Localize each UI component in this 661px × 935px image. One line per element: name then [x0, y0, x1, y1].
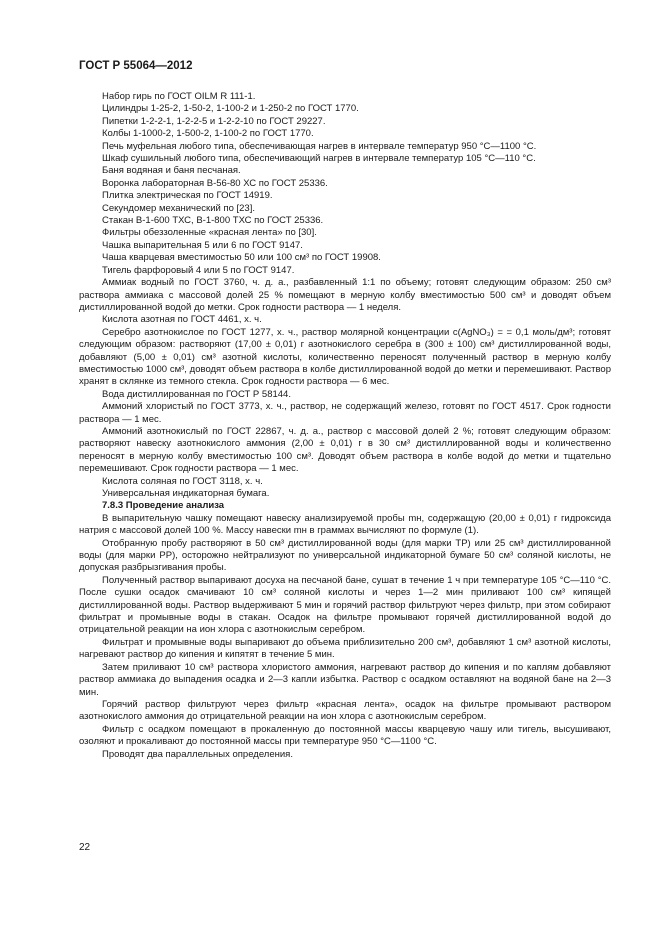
paragraph: Чашка выпарительная 5 или 6 по ГОСТ 9147.: [102, 239, 303, 251]
document-body: [79, 91, 611, 761]
page-number: 22: [79, 842, 91, 853]
document-header: ГОСТ Р 55064—2012: [79, 60, 193, 72]
paragraph: В выпарительную чашку помещают навеску анализируемой пробы mн, содержащую (20,00 ± 0,01) г гидроксида натрия с массовой долей 100 %. Массу навески mн в граммах вычисляют по формуле (1).: [79, 512, 611, 537]
paragraph: Проводят два параллельных определения.: [102, 748, 293, 760]
paragraph: Пипетки 1-2-2-1, 1-2-2-5 и 1-2-2-10 по ГОСТ 29227.: [102, 115, 326, 127]
paragraph: Кислота соляная по ГОСТ 3118, х. ч.: [102, 475, 263, 487]
paragraph: Тигель фарфоровый 4 или 5 по ГОСТ 9147.: [102, 264, 295, 276]
paragraph: Аммиак водный по ГОСТ 3760, ч. д. а., разбавленный 1:1 по объему; готовят следующим образом: 250 см³ раствора аммиака с массовой долей 25 % помещают в мерную колбу вместимостью 500 см³ и доводят объем дистиллированной водой до метки. Срок годности раствора — 1 неделя.: [79, 277, 611, 313]
paragraph: Воронка лабораторная В-56-80 ХС по ГОСТ 25336.: [102, 177, 328, 189]
paragraph: Универсальная индикаторная бумага.: [102, 488, 270, 499]
paragraph: Затем приливают 10 см³ раствора хлористого аммония, нагревают раствор до кипения и по каплям добавляют раствор аммиака до выпадения осадка и 2—3 капли избытка. Раствор с осадком оставляют на водяной бане на 2—3 мин.: [79, 661, 611, 698]
paragraph: Фильтр с осадком помещают в прокаленную до постоянной массы кварцевую чашу или тигель, высушивают, озоляют и прокаливают до постоянной массы при температуре 950 °С—1100 °С.: [79, 723, 611, 748]
paragraph: Кислота азотная по ГОСТ 4461, х. ч.: [102, 314, 262, 326]
paragraph: Цилиндры 1-25-2, 1-50-2, 1-100-2 и 1-250-2 по ГОСТ 1770.: [102, 103, 359, 115]
paragraph: Стакан В-1-600 ТХС, В-1-800 ТХС по ГОСТ 25336.: [102, 215, 324, 227]
paragraph: Горячий раствор фильтруют через фильтр «красная лента», осадок на фильтре промывают раствором азотнокислого аммония до отрицательной реакции на ион хлора с азотнокислым серебром.: [79, 698, 611, 723]
paragraph: Фильтры обеззоленные «красная лента» по [30].: [102, 227, 317, 239]
paragraph: Полученный раствор выпаривают досуха на песчаной бане, сушат в течение 1 ч при температуре 105 °С—110 °С. После сушки осадок смачивают 10 см³ соляной кислоты и через 1—2 мин приливают 100 см³ кипящей дистиллированной воды. Раствор выдерживают 5 мин и горячий раствор фильтруют через фильтр, при этом собирают фильтрат и промывные воды в стакан. Осадок на фильтре промывают горячей дистиллированной водой до отрицательной реакции на ион хлора с азотнокислым серебром.: [79, 574, 611, 636]
paragraph: Серебро азотнокислое по ГОСТ 1277, х. ч., раствор молярной концентрации c(AgNO₃) = = 0,1 моль/дм³; готовят следующим образом: растворяют (17,00 ± 0,01) г азотнокислого серебра в (300 ± 100) см³ дистиллированной воды, добавляют (5,00 ± 0,01) см³ азотной кислоты, количественно переносят полученный раствор в мерную колбу вместимостью 1000 см³, доводят объем раствора в колбе дистиллированной водой до метки и перемешивают. Раствор хранят в склянке из темного стекла. Срок годности раствора — 6 мес.: [79, 326, 611, 388]
paragraph: Баня водяная и баня песчаная.: [102, 165, 241, 177]
paragraph: Вода дистиллированная по ГОСТ Р 58144.: [102, 388, 291, 400]
section-heading: 7.8.3 Проведение анализа: [102, 500, 225, 512]
paragraph: Фильтрат и промывные воды выпаривают до объема приблизительно 200 см³, добавляют 1 см³ азотной кислоты, нагревают раствор до кипения и кипятят в течение 5 мин.: [79, 636, 611, 661]
paragraph: Аммоний азотнокислый по ГОСТ 22867, ч. д. а., раствор с массовой долей 2 %; готовят следующим образом: растворяют навеску азотнокислого аммония (2,00 ± 0,01) г в 30 см³ дистиллированной воды и количественно переносят в мерную колбу вместимостью 100 см³. Доводят объем раствора в колбе водой до метки и тщательно перемешивают. Срок годности раствора — 1 мес.: [79, 425, 611, 475]
paragraph: Шкаф сушильный любого типа, обеспечивающий нагрев в интервале температур 105 °С—110 °С.: [102, 153, 536, 165]
paragraph: Печь муфельная любого типа, обеспечивающая нагрев в интервале температур 950 °С—1100 °С.: [102, 140, 537, 152]
paragraph: Набор гирь по ГОСТ OILM R 111-1.: [102, 91, 256, 102]
paragraph: Колбы 1-1000-2, 1-500-2, 1-100-2 по ГОСТ 1770.: [102, 128, 314, 140]
paragraph: Плитка электрическая по ГОСТ 14919.: [102, 190, 273, 202]
paragraph: Отобранную пробу растворяют в 50 см³ дистиллированной воды (для марки ТР) или 25 см³ дистиллированной воды (для марки РР), осторожно нейтрализуют по универсальной индикаторной бумаге 50 см³ соляной кислоты, не допуская разбрызгивания пробы.: [79, 537, 611, 574]
paragraph: Чаша кварцевая вместимостью 50 или 100 см³ по ГОСТ 19908.: [102, 252, 381, 264]
paragraph: Секундомер механический по [23].: [102, 202, 255, 214]
paragraph: Аммоний хлористый по ГОСТ 3773, х. ч., раствор, не содержащий железо, готовят по ГОСТ 4517. Срок годности раствора — 1 мес.: [79, 401, 611, 425]
